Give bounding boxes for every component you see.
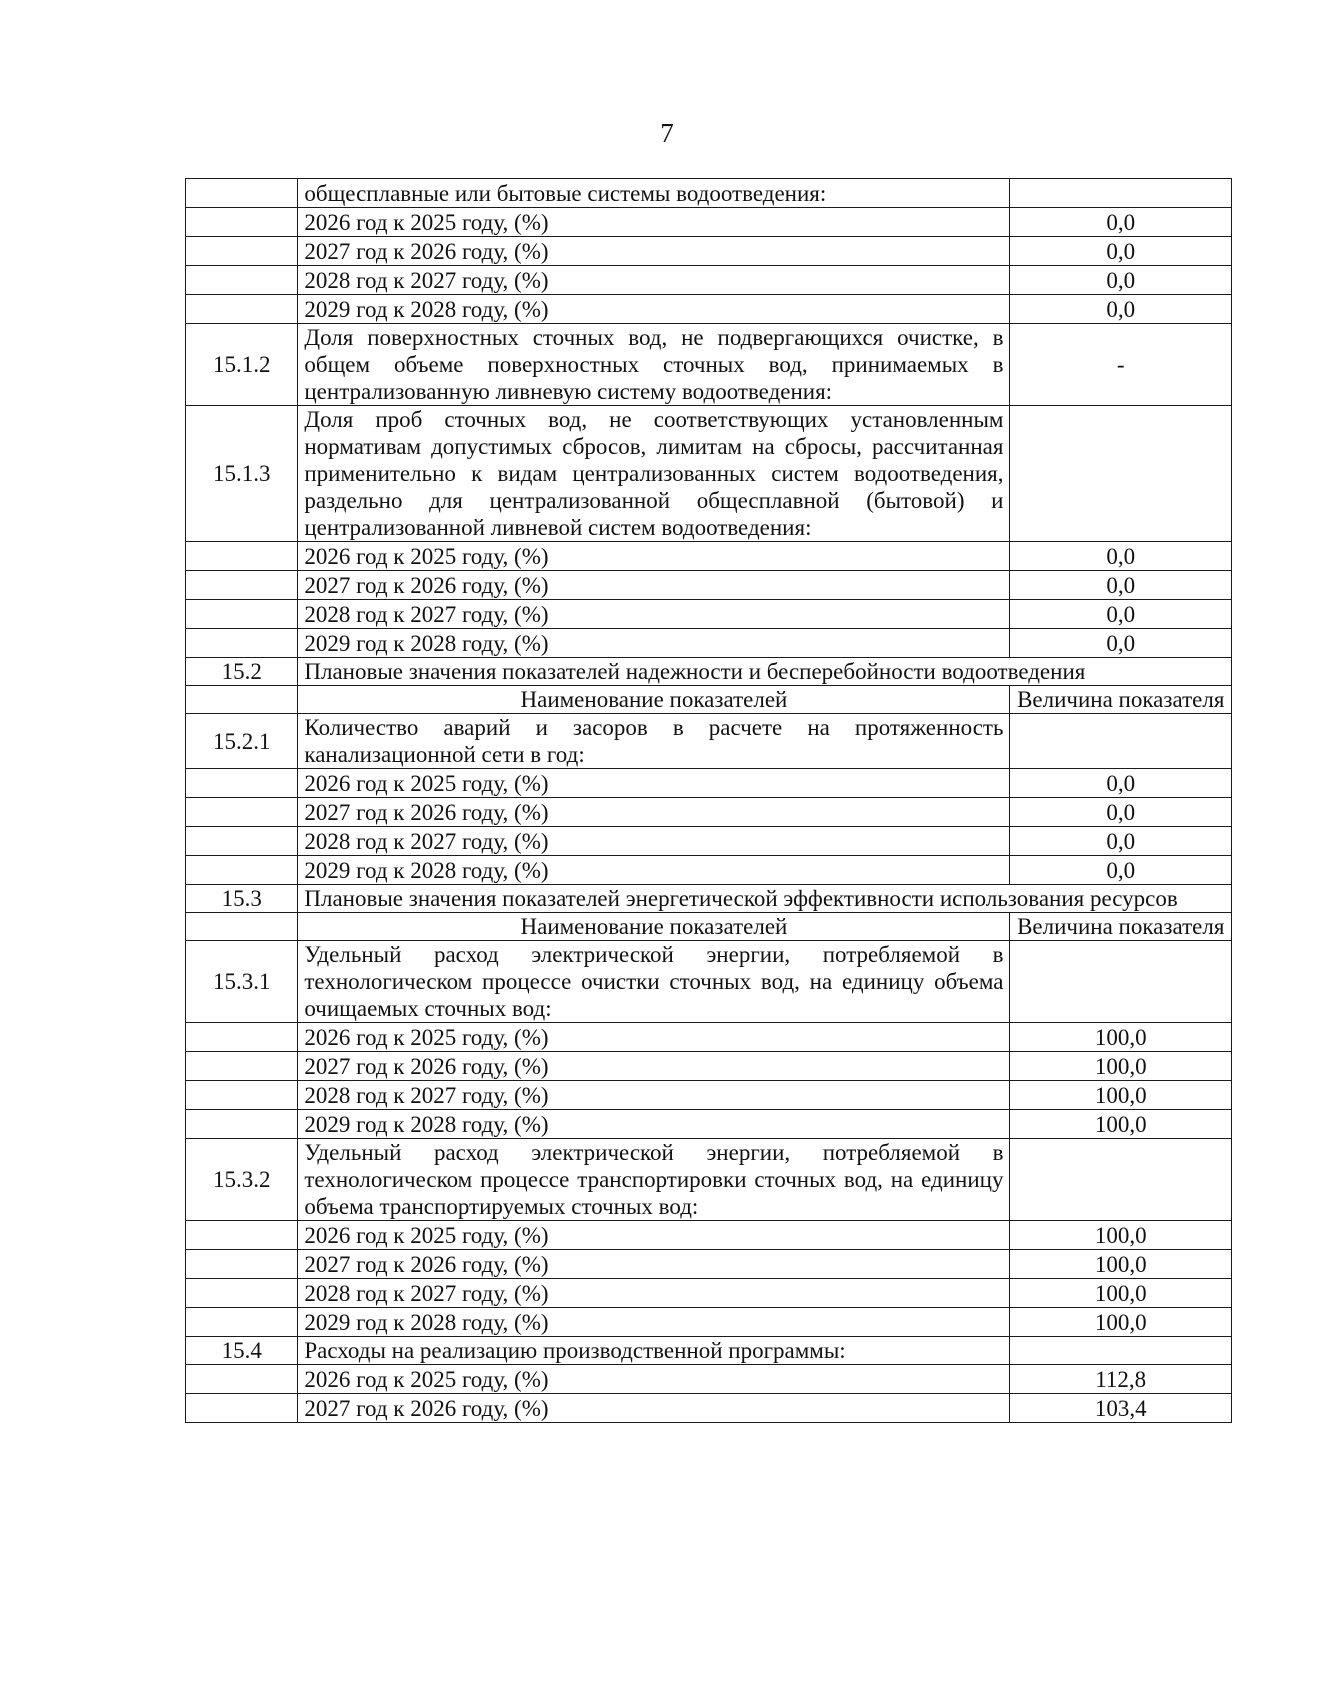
table-row [186,769,1232,798]
indicator-name: 2028 год к 2027 году, (%) [298,1279,1010,1308]
indicator-value: 0,0 [1010,208,1232,237]
table-row [186,1250,1232,1279]
row-number [186,600,298,629]
table-row [186,856,1232,885]
header-indicator-value: Величина показателя [1010,686,1232,714]
table-row [186,266,1232,295]
table-row [186,1081,1232,1110]
header-indicator-value: Величина показателя [1010,913,1232,941]
row-number: 15.1.2 [186,324,298,406]
table-row [186,1023,1232,1052]
section-row [186,658,1232,686]
indicator-value: 0,0 [1010,856,1232,885]
indicator-value: 103,4 [1010,1394,1232,1423]
table-row [186,1365,1232,1394]
table-row [186,941,1232,1023]
indicator-name: 2027 год к 2026 году, (%) [298,571,1010,600]
table-row [186,798,1232,827]
indicator-value [1010,1139,1232,1221]
column-header-row [186,913,1232,941]
row-number: 15.2.1 [186,714,298,769]
row-number: 15.2 [186,658,298,686]
indicator-name: 2028 год к 2027 году, (%) [298,266,1010,295]
row-number [186,1052,298,1081]
table-row [186,1110,1232,1139]
indicator-name: 2027 год к 2026 году, (%) [298,798,1010,827]
table-row [186,1221,1232,1250]
table-row [186,406,1232,542]
indicator-value: 0,0 [1010,237,1232,266]
indicator-name: 2027 год к 2026 году, (%) [298,1052,1010,1081]
row-number [186,208,298,237]
row-number [186,1279,298,1308]
row-number [186,179,298,208]
indicator-value: 100,0 [1010,1221,1232,1250]
table-row [186,629,1232,658]
header-indicator-name: Наименование показателей [298,686,1010,714]
indicator-value: 0,0 [1010,769,1232,798]
table-row [186,714,1232,769]
row-number [186,1221,298,1250]
table-row [186,542,1232,571]
table-row [186,179,1232,208]
indicator-name: 2029 год к 2028 году, (%) [298,1110,1010,1139]
header-indicator-name: Наименование показателей [298,913,1010,941]
indicator-value: 0,0 [1010,629,1232,658]
table-row [186,237,1232,266]
table-row [186,1394,1232,1423]
indicator-value [1010,714,1232,769]
table-row [186,1308,1232,1337]
row-number: 15.3.2 [186,1139,298,1221]
indicator-value [1010,941,1232,1023]
indicator-value [1010,1337,1232,1365]
indicator-name: 2027 год к 2026 году, (%) [298,1250,1010,1279]
column-header-row [186,686,1232,714]
indicator-name: 2029 год к 2028 году, (%) [298,856,1010,885]
row-number [186,1250,298,1279]
section-title: Плановые значения показателей энергетической эффективности использования ресурсов [298,885,1232,913]
table-row [186,827,1232,856]
indicator-name: Количество аварий и засоров в расчете на протяженность канализационной сети в год: [298,714,1010,769]
row-number [186,542,298,571]
indicator-name: Удельный расход электрической энергии, потребляемой в технологическом процессе очистки сточных вод, на единицу объема очищаемых сточных вод: [298,941,1010,1023]
indicator-name: 2029 год к 2028 году, (%) [298,629,1010,658]
row-number [186,629,298,658]
row-number [186,769,298,798]
indicator-name: 2026 год к 2025 году, (%) [298,542,1010,571]
indicator-value: 100,0 [1010,1023,1232,1052]
indicator-value: 0,0 [1010,542,1232,571]
indicator-value: 100,0 [1010,1250,1232,1279]
indicator-name: Расходы на реализацию производственной программы: [298,1337,1010,1365]
indicator-value: 100,0 [1010,1279,1232,1308]
row-number [186,856,298,885]
row-number: 15.1.3 [186,406,298,542]
indicator-name: 2028 год к 2027 году, (%) [298,1081,1010,1110]
indicator-value: 100,0 [1010,1081,1232,1110]
table-row [186,324,1232,406]
indicator-value: 100,0 [1010,1110,1232,1139]
indicator-name: 2029 год к 2028 году, (%) [298,1308,1010,1337]
indicator-name: Доля поверхностных сточных вод, не подвергающихся очистке, в общем объеме поверхностных сточных вод, принимаемых в централизованную ливневую систему водоотведения: [298,324,1010,406]
indicator-name: общесплавные или бытовые системы водоотведения: [298,179,1010,208]
indicators-table [185,178,1232,1423]
indicator-name: 2026 год к 2025 году, (%) [298,769,1010,798]
indicator-value: 112,8 [1010,1365,1232,1394]
indicator-value: 0,0 [1010,266,1232,295]
indicator-name: 2026 год к 2025 году, (%) [298,1221,1010,1250]
indicator-name: 2028 год к 2027 году, (%) [298,827,1010,856]
row-number [186,1365,298,1394]
indicator-value: 0,0 [1010,827,1232,856]
indicator-name: 2027 год к 2026 году, (%) [298,237,1010,266]
indicator-value: 0,0 [1010,571,1232,600]
row-number: 15.3.1 [186,941,298,1023]
row-number [186,1110,298,1139]
row-number [186,237,298,266]
indicator-name: 2028 год к 2027 году, (%) [298,600,1010,629]
table-row [186,571,1232,600]
table-row [186,295,1232,324]
table-row [186,1052,1232,1081]
indicator-value [1010,179,1232,208]
row-number: 15.4 [186,1337,298,1365]
row-number [186,686,298,714]
table-row [186,208,1232,237]
row-number [186,571,298,600]
row-number [186,1394,298,1423]
indicator-name: Доля проб сточных вод, не соответствующих установленным нормативам допустимых сбросов, лимитам на сбросы, рассчитанная применительно к видам централизованных систем водоотведения, раздельно для централизованной общесплавной (бытовой) и централизованной ливневой систем водоотведения: [298,406,1010,542]
table-row [186,600,1232,629]
page-number: 7 [660,118,674,148]
row-number: 15.3 [186,885,298,913]
row-number [186,827,298,856]
indicator-value: 0,0 [1010,295,1232,324]
row-number [186,1081,298,1110]
section-row [186,885,1232,913]
table-row [186,1337,1232,1365]
table-row [186,1139,1232,1221]
indicator-value: 0,0 [1010,600,1232,629]
indicators-table-body [186,179,1232,1423]
section-title: Плановые значения показателей надежности и бесперебойности водоотведения [298,658,1232,686]
indicator-name: 2026 год к 2025 году, (%) [298,1365,1010,1394]
row-number [186,913,298,941]
indicator-name: 2026 год к 2025 году, (%) [298,208,1010,237]
table-row [186,1279,1232,1308]
row-number [186,798,298,827]
indicator-name: 2029 год к 2028 году, (%) [298,295,1010,324]
indicator-name: 2027 год к 2026 году, (%) [298,1394,1010,1423]
indicator-value: 100,0 [1010,1308,1232,1337]
row-number [186,266,298,295]
indicator-value: - [1010,324,1232,406]
row-number [186,295,298,324]
indicator-name: Удельный расход электрической энергии, потребляемой в технологическом процессе транспортировки сточных вод, на единицу объема транспортируемых сточных вод: [298,1139,1010,1221]
indicator-value [1010,406,1232,542]
row-number [186,1308,298,1337]
row-number [186,1023,298,1052]
indicator-value: 100,0 [1010,1052,1232,1081]
indicator-value: 0,0 [1010,798,1232,827]
indicator-name: 2026 год к 2025 году, (%) [298,1023,1010,1052]
